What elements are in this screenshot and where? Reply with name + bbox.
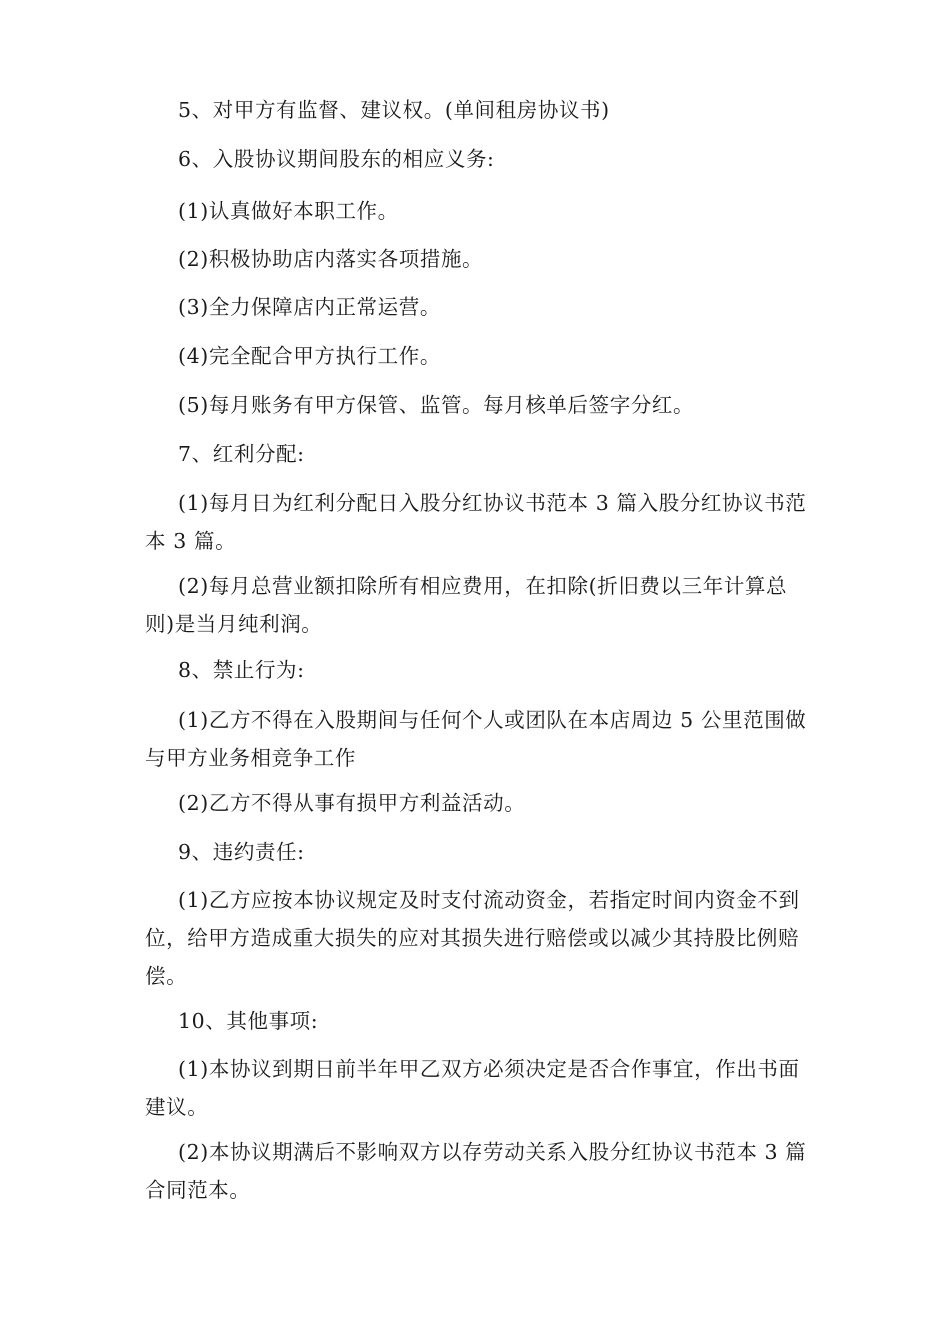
paragraph-9-1: (1)乙方应按本协议规定及时支付流动资金，若指定时间内资金不到位，给甲方造成重大损失的应对其损失进行赔偿或以减少其持股比例赔偿。 — [145, 888, 800, 988]
paragraph-7-2: (2)每月总营业额扣除所有相应费用，在扣除(折旧费以三年计算总则)是当月纯利润。 — [145, 574, 788, 636]
paragraph-8-2: (2)乙方不得从事有损甲方利益活动。 — [178, 791, 526, 815]
paragraph-7-1: (1)每月日为红利分配日入股分红协议书范本 3 篇入股分红协议书范本 3 篇。 — [145, 491, 807, 553]
paragraph-section-10-heading: 10、其他事项: — [178, 1009, 319, 1033]
paragraph-section-6-heading: 6、入股协议期间股东的相应义务: — [178, 147, 495, 171]
paragraph-item-5-supervision: 5、对甲方有监督、建议权。(单间租房协议书) — [178, 98, 610, 122]
paragraph-6-5: (5)每月账务有甲方保管、监管。每月核单后签字分红。 — [178, 393, 695, 417]
paragraph-6-1: (1)认真做好本职工作。 — [178, 199, 399, 223]
paragraph-6-2: (2)积极协助店内落实各项措施。 — [178, 247, 484, 271]
paragraph-10-2: (2)本协议期满后不影响双方以存劳动关系入股分红协议书范本 3 篇合同范本。 — [145, 1140, 807, 1202]
paragraph-section-7-heading: 7、红利分配: — [178, 442, 305, 466]
paragraph-section-8-heading: 8、禁止行为: — [178, 658, 305, 682]
paragraph-6-4: (4)完全配合甲方执行工作。 — [178, 344, 441, 368]
paragraph-section-9-heading: 9、违约责任: — [178, 840, 305, 864]
paragraph-10-1: (1)本协议到期日前半年甲乙双方必须决定是否合作事宜，作出书面建议。 — [145, 1057, 800, 1119]
paragraph-6-3: (3)全力保障店内正常运营。 — [178, 295, 441, 319]
paragraph-8-1: (1)乙方不得在入股期间与任何个人或团队在本店周边 5 公里范围做与甲方业务相竞争工作 — [145, 708, 807, 770]
